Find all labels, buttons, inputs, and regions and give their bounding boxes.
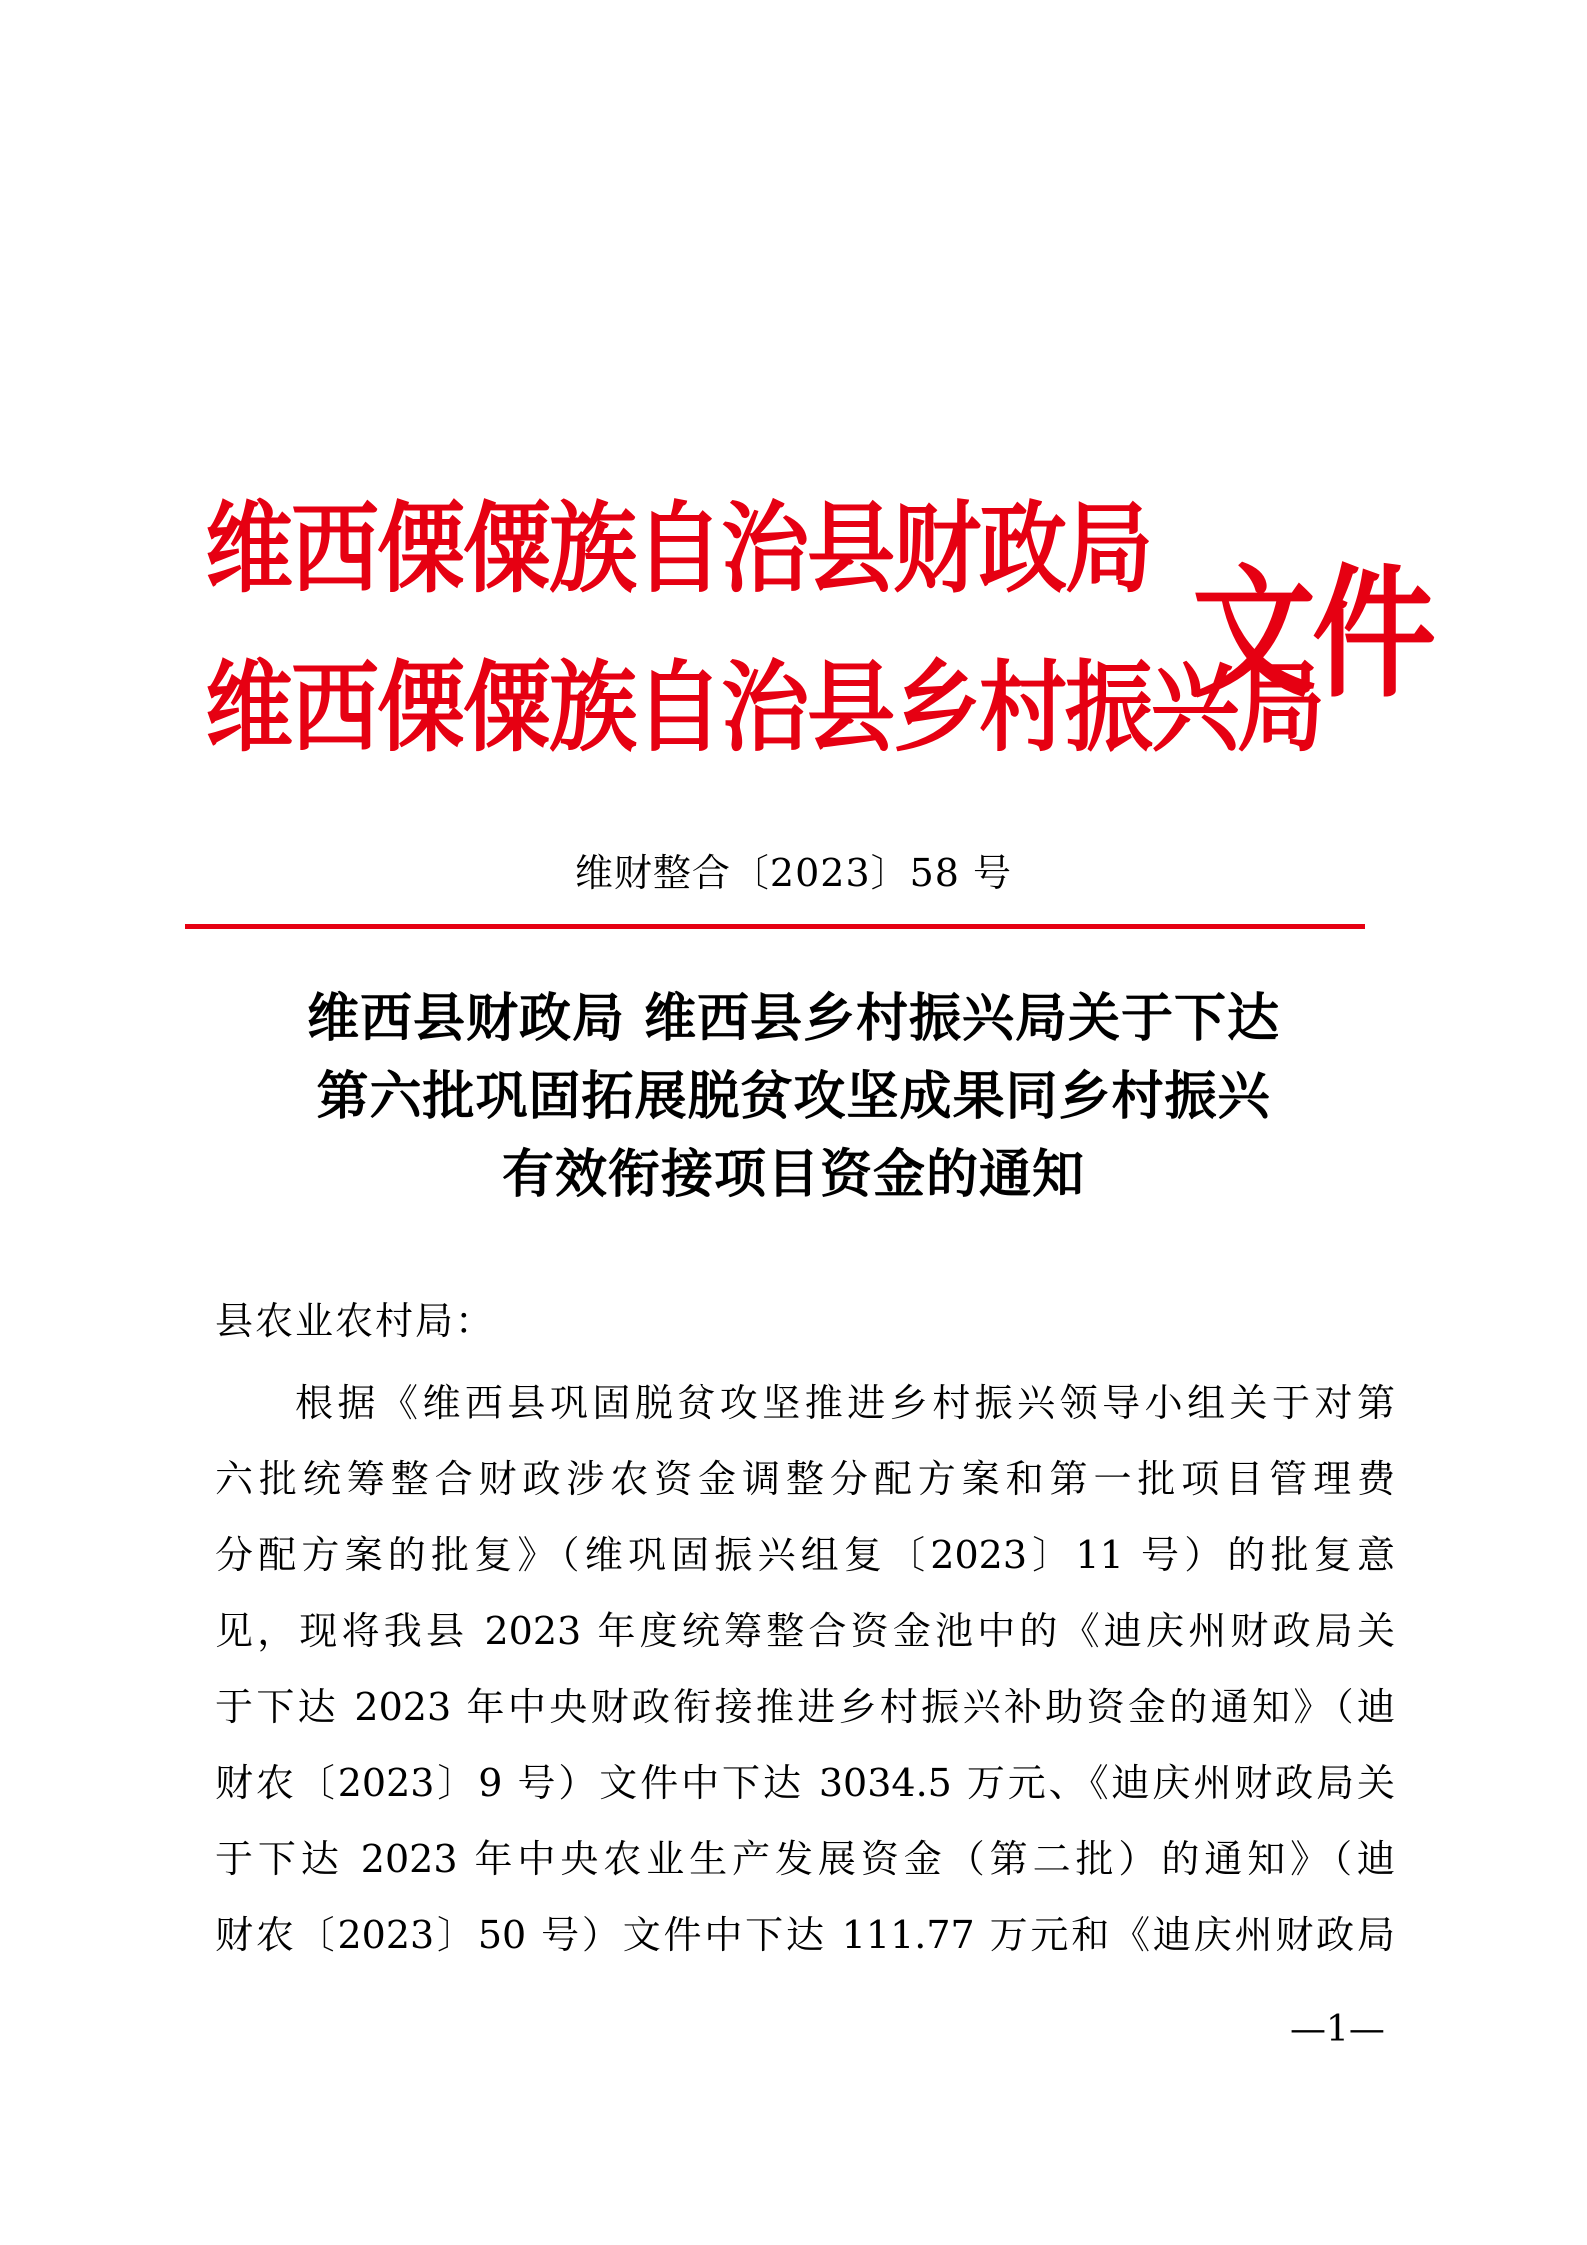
document-title (150, 980, 1437, 1214)
letterhead-line-finance-bureau: 维西傈僳族自治县财政局 (205, 489, 1152, 607)
body-line: 于下达 2023 年中央财政衔接推进乡村振兴补助资金的通知》（迪 (215, 1685, 1395, 1729)
body-paragraph (215, 1365, 1395, 1973)
document-number: 维财整合〔2023〕58 号 (574, 851, 1013, 895)
body-line: 六批统筹整合财政涉农资金调整分配方案和第一批项目管理费 (215, 1457, 1395, 1501)
recipient: 县农业农村局： (215, 1299, 496, 1343)
letterhead-line-rural-revitalization-bureau: 维西傈僳族自治县乡村振兴局 (205, 648, 1324, 766)
title-line: 有效衔接项目资金的通知 (501, 1144, 1085, 1205)
letterhead-suffix: 文件 (1192, 551, 1433, 718)
body-line: 财农〔2023〕9 号）文件中下达 3034.5 万元、《迪庆州财政局关 (215, 1761, 1395, 1805)
body-line: 于下达 2023 年中央农业生产发展资金（第二批）的通知》（迪 (215, 1837, 1395, 1881)
title-line: 维西县财政局 维西县乡村振兴局关于下达 (306, 988, 1281, 1049)
body-line: 见，现将我县 2023 年度统筹整合资金池中的《迪庆州财政局关 (215, 1609, 1395, 1653)
body-line: 根据《维西县巩固脱贫攻坚推进乡村振兴领导小组关于对第 (295, 1381, 1395, 1425)
title-line: 第六批巩固拓展脱贫攻坚成果同乡村振兴 (316, 1066, 1271, 1127)
page-number: —1— (1290, 2009, 1385, 2050)
body-line: 财农〔2023〕50 号）文件中下达 111.77 万元和《迪庆州财政局 (215, 1913, 1395, 1957)
red-separator-line (185, 924, 1365, 929)
body-line: 分配方案的批复》（维巩固振兴组复〔2023〕11 号）的批复意 (215, 1533, 1395, 1577)
